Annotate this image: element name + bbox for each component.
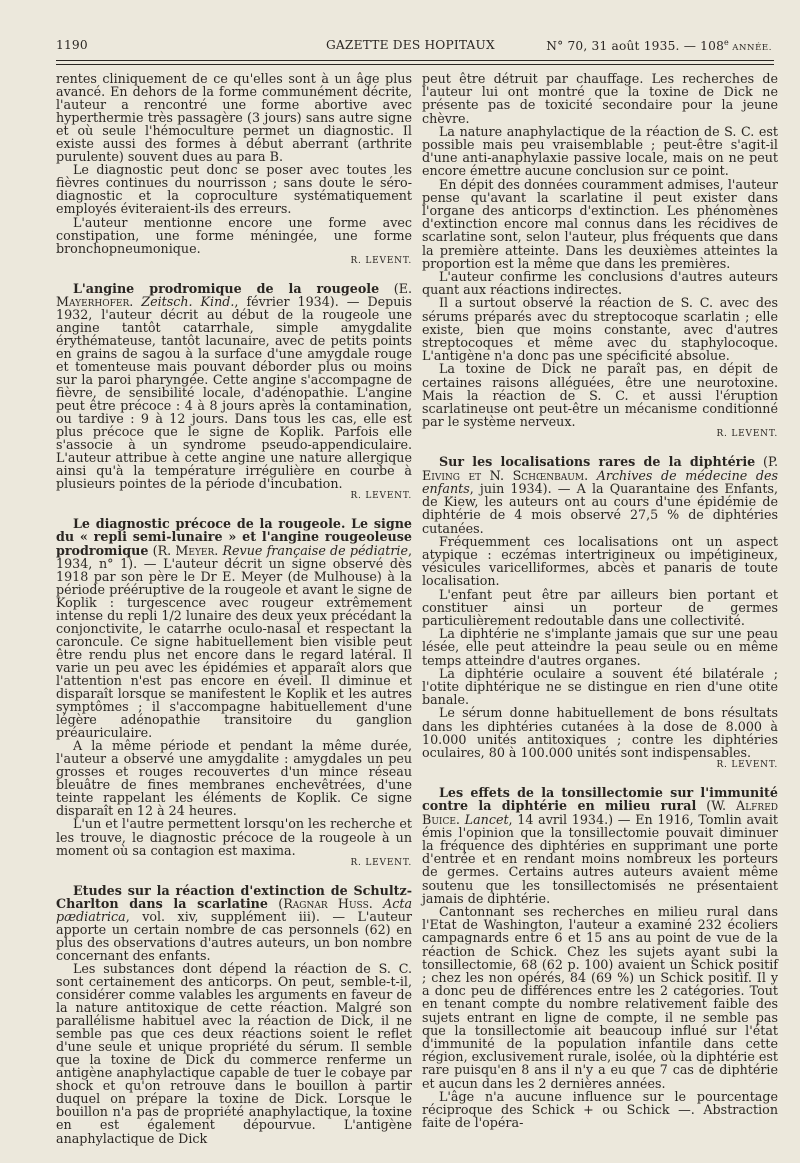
paragraph: Cantonnant ses recherches en milieu rural dans l'Etat de Washington, l'auteur a examiné 232 écoliers campagnards entre 6 et 15 ans au point de vue de la réaction de Schick. Chez les sujets ayant subi la tonsillectomie, 68 (62 p. 100) avaient un Schick positif ; chez les non opérés, 84 (69 %) un Schick positif. Il y a donc peu de différences entre les 2 catégories. Tout en tenant compte du nombre relativement faible des sujets entrant en ligne de compte, il ne semble pas que la tonsillectomie ait beaucoup influé sur l'état d'immunité de la population infantile dans cette région, exclusivement rurale, isolée, où la diphtérie est rare puisqu'en 8 ans il n'y a eu que 7 cas de diphtérie et aucun dans les 2 dernières années. [422,903,778,1091]
paragraph: rentes cliniquement de ce qu'elles sont à un âge plus avancé. En dehors de la forme communément décrite, l'auteur a rencontré une forme abortive avec hyperthermie très passagère (3 jours) sans autre signe et où seule l'hémoculture permet un diagnostic. Il existe aussi des formes à début aberrant (arthrite purulente) souvent dues au para B. [56,71,412,165]
author-signature: R. LEVENT. [716,760,778,771]
ref-rest: , 1934, n° 1). — [56,542,413,571]
article-body [422,786,778,905]
ref-sep: . [129,293,142,309]
article-heading: Les effets de la tonsillectomie sur l'immunité contre la diphtérie en milieu rural [422,785,778,814]
ref-journal: Revue française de pédiatrie [222,542,408,558]
ref-author: Ragnar Huss [283,895,369,911]
article-schultz-charlton [56,884,412,1145]
left-column [56,72,412,1145]
paragraph-text: Depuis 1932, l'auteur décrit au début de la rougeole une angine tantôt catarrhale, simple amygdalite érythémateuse, tantôt lacunaire, avec de petits points en grains de sagou à la surface d'une amygdale rouge et tomenteuse mais pouvant déborder plus ou moins sur la paroi pharyngée. Cette angine s'accompagne de fièvre, de sensibilité locale, d'adénopathie. L'angine peut être précoce : 4 à 8 jours après la contamination, ou tardive : 9 à 12 jours. Dans tous les cas, elle est plus précoce que le signe de Koplik. Parfois elle s'associe à un syndrome pseudo-appendiculaire. L'auteur attribue à cette angine une nature allergique ainsi qu'à la température irrégulière en courbe à plusieurs pointes de la période d'incubation. [56,293,412,492]
ref-journal: Zeitsch. Kind. [141,293,235,309]
ref-rest: , 14 avril 1934.) — [508,811,636,827]
header-rule [56,60,774,61]
paragraph: Il a surtout observé la réaction de S. C. avec des sérums préparés avec du streptocoque scarlatin ; elle existe, bien que moins constante, avec d'autres streptocoques et même avec du staphylocoque. L'antigène n'a donc pas une spécificité absolue. [422,295,778,364]
paragraph: L'âge n'a aucune influence sur le pourcentage réciproque des Schick + ou Schick —. Abstraction faite de l'opéra- [422,1088,778,1131]
article-heading: Sur les localisations rares de la diphtérie [439,454,756,470]
paragraph: Fréquemment ces localisations ont un aspect atypique : eczémas intertrigineux ou impétigineux, vésicules varicelliformes, abcès et panaris de toute localisation. [422,533,778,589]
issue-line [546,38,772,53]
paragraph: L'un et l'autre permettent lorsqu'on les recherche et les trouve, le diagnostic précoce de la rougeole à un moment où sa contagion est maxima. [56,816,413,858]
article-body [422,455,778,534]
article-heading: Etudes sur la réaction d'extinction de Schultz-Charlton dans la scarlatine [56,882,412,911]
paragraph-text: En 1916, Tomlin avait émis l'opinion que la tonsillectomie pouvait diminuer la fréquence des diphtéries en supprimant une porte d'entrée et en rendant moins nombreux les porteurs de germes. Certains autres auteurs avaient même soutenu que les tonsillectomisés ne présentaient jamais de diphtérie. [422,811,778,906]
ref-journal: Acta pædiatrica [56,895,413,924]
ref-rest: , vol. xiv, supplément iii). — [125,908,358,924]
page-number: 1190 [56,38,88,52]
ref-open: ( [267,895,284,911]
paragraph-text: L'auteur décrit un signe observé dès 1918 par son père le Dr E. Meyer (de Mulhouse) à la période prééruptive de la rougeole et avant le signe de Koplik : turgescence avec rougeur extrêmement intense du repli 1/2 lunaire des deux yeux précédant la conjonctivite, le catarrhe oculo-nasal et respectant la caroncule. Ce signe habituellement bien visible peut être rendu plus net encore dans le regard latéral. Il varie un peu avec les épidémies et apparaît alors que l'attention n'est pas encore en éveil. Il diminue et disparaît lorsque se manifestent le Koplik et les autres symptômes ; il s'accompagne habituellement d'une légère adénopathie transitoire du ganglion préauriculaire. [56,555,412,741]
author-signature: R. LEVENT. [350,491,412,502]
paragraph: La nature anaphylactique de la réaction de S. C. est possible mais peu vraisemblable ; peut-être s'agit-il d'une anti-anaphylaxie passive locale, mais on ne peut encore émettre aucune conclusion sur ce point. [422,123,778,179]
article-heading: L'angine prodromique de la rougeole [73,280,380,296]
article-diagnostic-precoce [56,517,412,869]
paragraph: Le diagnostic peut donc se poser avec toutes les fièvres continues du nourrisson ; sans doute le séro-diagnostic et la coproculture systématiquement employés éviteraient-ils des erreurs. [56,162,412,217]
ref-journal: Lancet [464,811,509,827]
paragraph: La diphtérie oculaire a souvent été bilatérale ; l'otite diphtérique ne se distingue en rien d'une otite banale. [422,665,778,708]
paragraph: La diphtérie ne s'implante jamais que sur une peau lésée, elle peut atteindre la peau seule ou en même temps atteindre d'autres organes. [422,626,778,668]
ref-rest: , juin 1934). — [469,480,577,496]
ref-open: ( [148,542,158,558]
paragraph: L'enfant peut être par ailleurs bien portant et constituer ainsi un porteur de germes particulièrement redoutable dans une collectivité. [422,586,778,628]
article-schultz-charlton-continuation [422,72,778,441]
article-typhoid-continuation [56,72,412,268]
author-signature: R. LEVENT. [350,255,412,266]
paragraph: L'auteur mentionne encore une forme avec constipation, une forme méningée, une forme bronchopneumonique. [56,214,412,256]
paragraph-text: L'auteur apporte un certain nombre de cas personnels (62) en plus des observations d'autres auteurs, un bon nombre concernant des enfants. [56,908,412,963]
paragraph: Les substances dont dépend la réaction de S. C. sont certainement des anticorps. On peut, semble-t-il, considérer comme valables les arguments en faveur de la nature antitoxique de cette réaction. Malgré son parallélisme habituel avec la réaction de Dick, il ne semble pas que ces deux réactions soient le reflet d'une seule et unique propriété du sérum. Il semble que la toxine de Dick du commerce renferme un antigène anaphylactique capable de tuer le cobaye par shock et qu'on retrouve dans le bouillon à partir duquel on prépare la toxine de Dick. Lorsque le bouillon n'a pas de propriété anaphylactique, la toxine en est également dépourvue. L'antigène anaphylactique de Dick [56,960,412,1146]
ref-rest: , février 1934). — [234,293,368,309]
article-angine-prodromique [56,282,412,504]
article-tonsillectomie [422,786,778,1129]
ref-sep: . [368,895,384,911]
annee-label: ANNÉE. [728,43,772,54]
paragraph: En dépit des données couramment admises, l'auteur pense qu'avant la scarlatine il peut exister dans l'organe des anticorps d'extinction. Les phénomènes d'extinction encore mal connus dans les récidives de scarlatine sont, selon l'auteur, plus fréquents que dans la première atteinte. Dans les deuxièmes atteintes la proportion est la même que dans les premières. [422,176,778,271]
header-rule-double [56,64,774,65]
article-body [56,517,412,739]
ref-open: ( [696,798,712,814]
ref-sep: . [214,542,223,558]
paragraph: Le sérum donne habituellement de bons résultats dans les diphtéries cutanées à la dose de 8.000 à 10.000 unités antitoxiques ; contre les diphtéries oculaires, 80 à 100.000 unités sont indispensables. [422,705,778,760]
annee-superscript: e [724,38,729,47]
ref-author: R. Meyer [157,542,215,558]
ref-open: ( [755,454,768,470]
article-body [56,884,412,962]
ref-journal: Archives de médecine des enfants [422,467,778,496]
right-column [422,72,778,1129]
paragraph-text: A la Quarantaine des Enfants, de Kiew, les auteurs ont au cours d'une épidémie de diphtérie de 4 mois observé 27,5 % de diphtéries cutanées. [422,480,778,536]
ref-author: P. Eiving et N. Schœnbaum [422,454,778,483]
ref-author: W. Alfred Buice [422,798,778,827]
article-body [56,282,412,491]
running-header [56,34,772,56]
paragraph: L'auteur confirme les conclusions d'autres auteurs quant aux réactions indirectes. [422,269,778,298]
ref-open: ( [379,280,399,296]
article-heading: Le diagnostic précoce de la rougeole. Le signe du « repli semi-lunaire » et l'angine rougeoleuse prodromique [56,516,412,558]
ref-sep: . [455,811,465,827]
article-diphterie-localisations [422,455,778,772]
issue-date: N° 70, 31 août 1935. — 108 [546,39,725,54]
journal-title: GAZETTE DES HOPITAUX [326,38,495,52]
paragraph: La toxine de Dick ne paraît pas, en dépit de certaines raisons alléguées, être une neurotoxine. Mais la réaction de S. C. et aussi l'éruption scarlatineuse ont peut-être un mécanisme conditionné par le système nerveux. [422,361,778,430]
paragraph: A la même période et pendant la même durée, l'auteur a observé une amygdalite : amygdales un peu grosses et rouges recouvertes d'un mince réseau bleuâtre de fines membranes enchevêtrées, d'une teinte rappelant les éléments de Koplik. Ce signe disparaît en 12 à 24 heures. [56,738,412,819]
ref-sep: . [584,467,597,483]
author-signature: R. LEVENT. [716,429,778,440]
author-signature: R. LEVENT. [350,857,412,868]
paragraph: peut être détruit par chauffage. Les recherches de l'auteur lui ont montré que la toxine de Dick ne présente pas de toxicité secondaire pour la jeune chèvre. [422,71,778,126]
ref-author: E. Mayerhofer [56,280,412,309]
